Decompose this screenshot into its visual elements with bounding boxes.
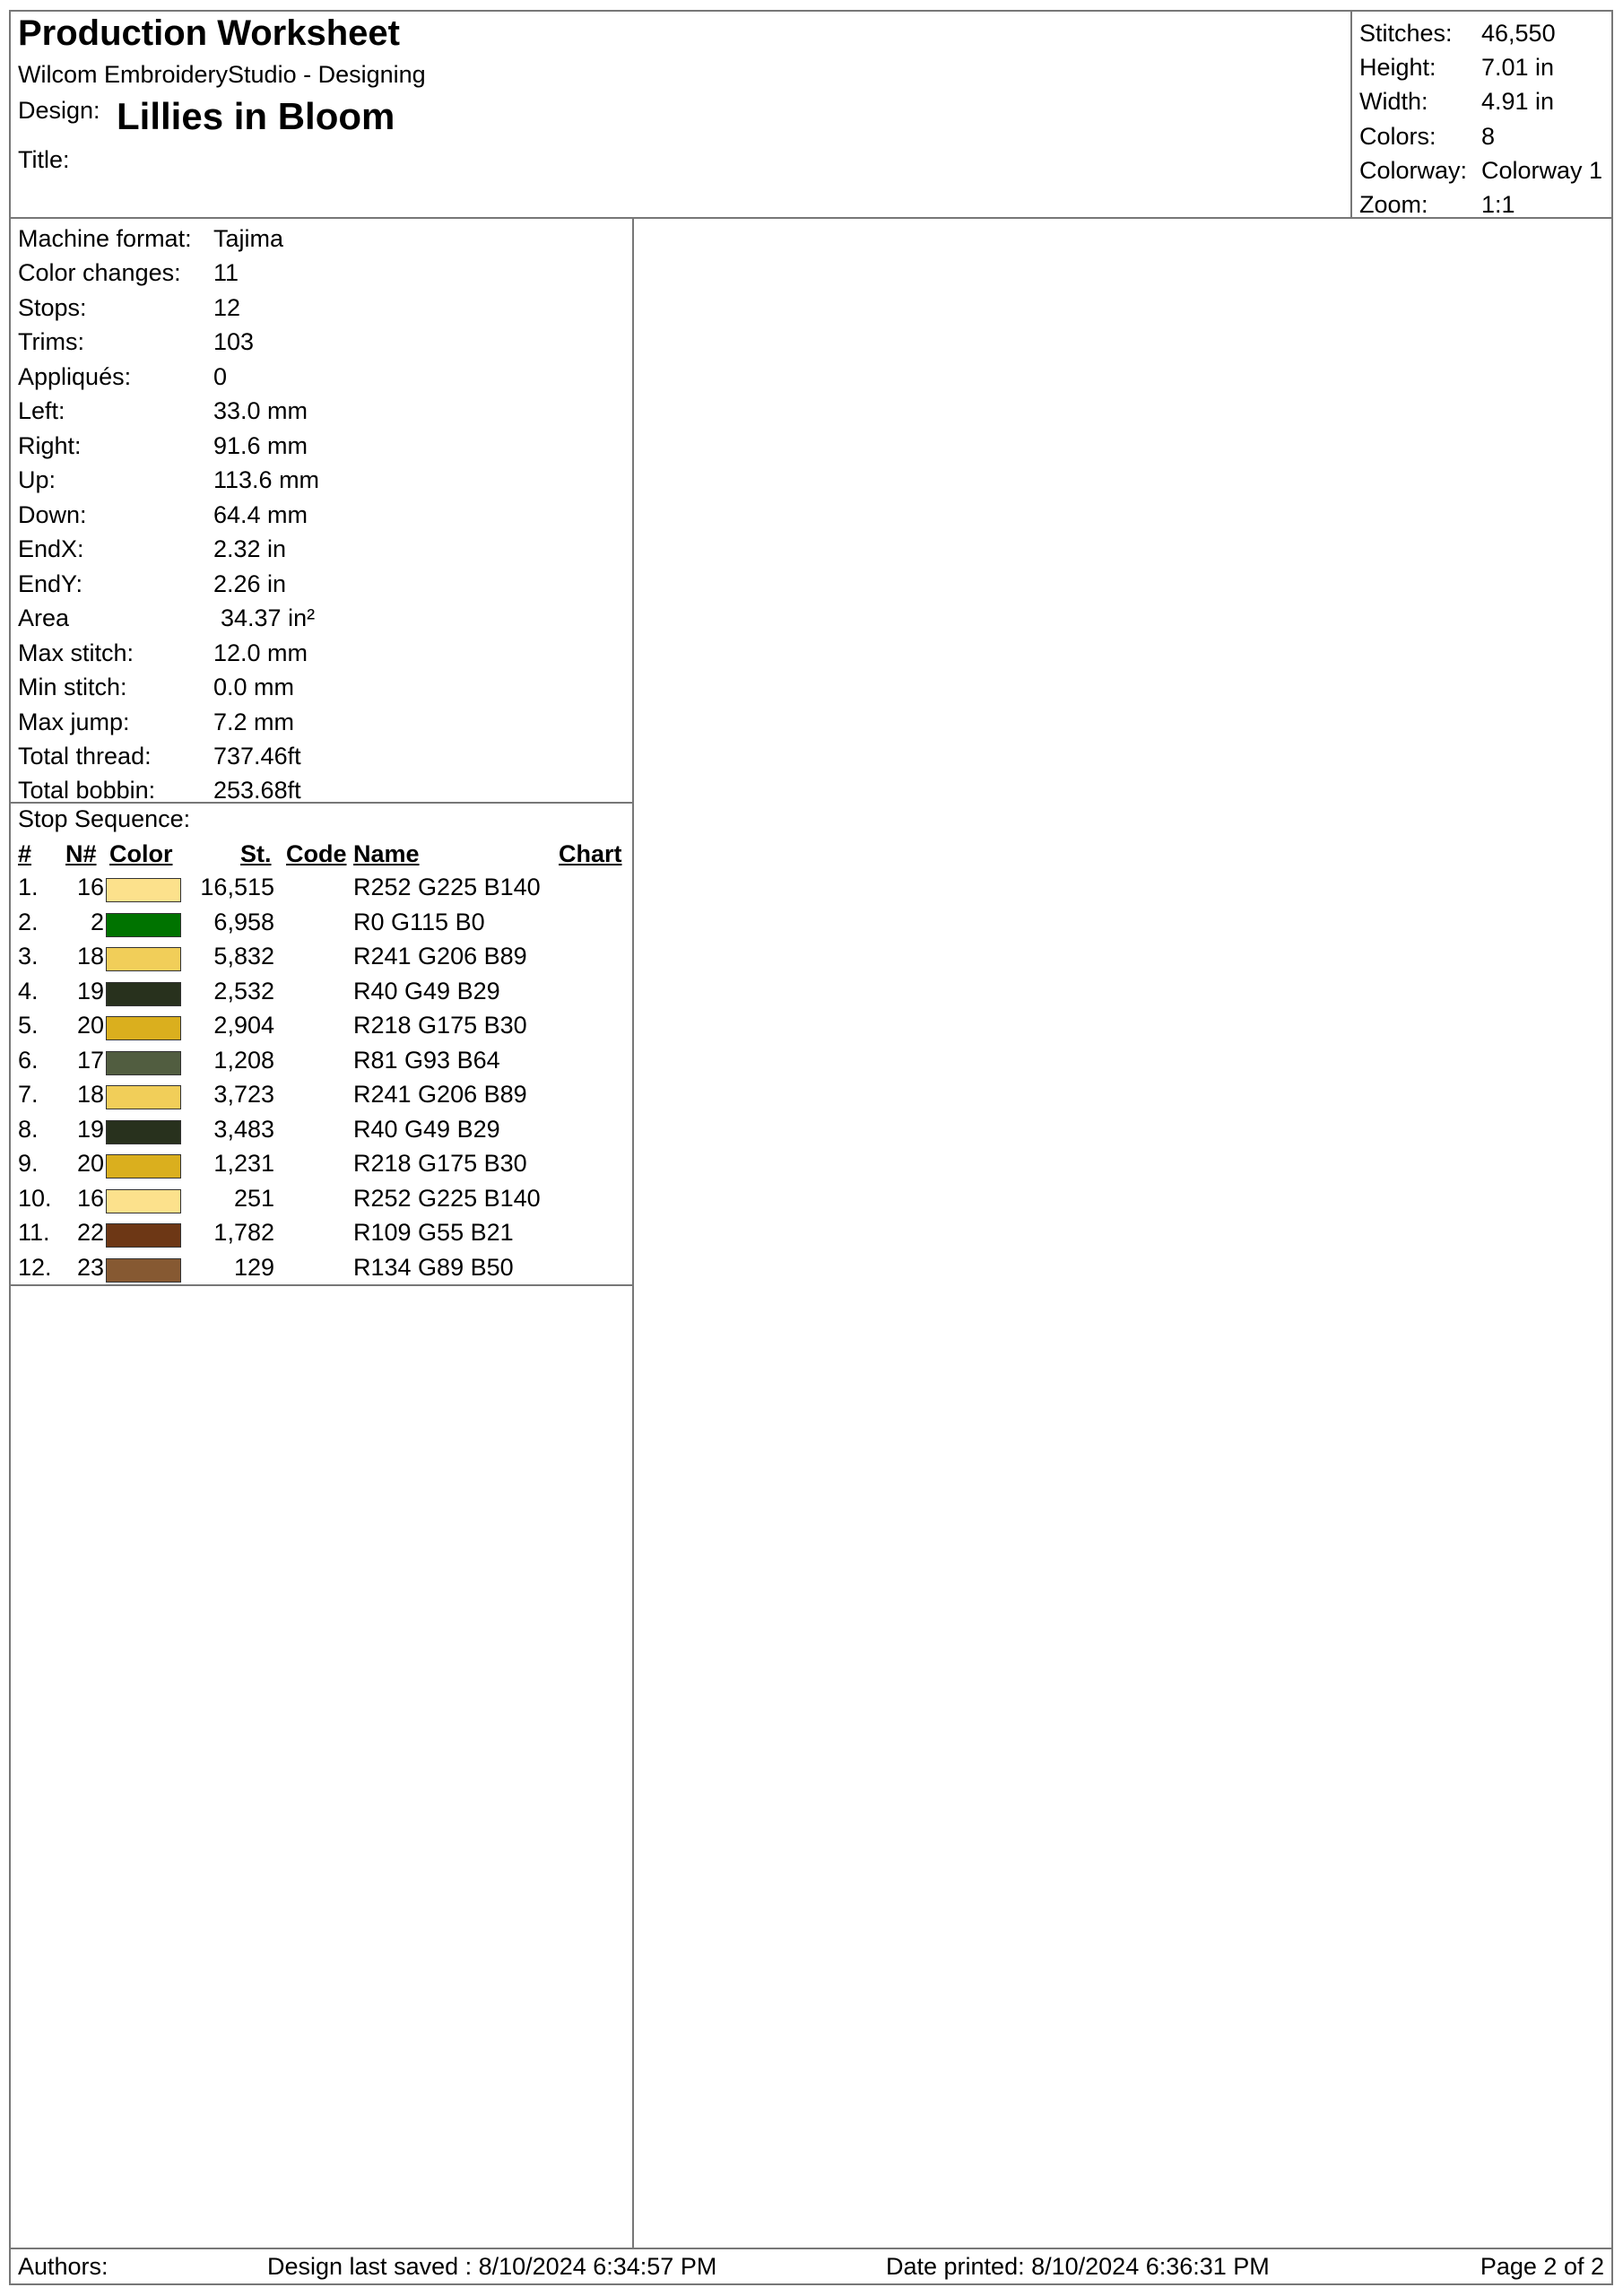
worksheet-body	[11, 217, 1611, 2248]
last-saved: Design last saved : 8/10/2024 6:34:57 PM	[267, 2253, 717, 2280]
design-name: Lillies in Bloom	[117, 95, 395, 137]
color-swatch	[106, 1223, 181, 1248]
detail-label: Trims:	[18, 328, 84, 355]
detail-value: 0	[213, 363, 228, 390]
detail-label: Total thread:	[18, 743, 152, 770]
stitch-count: 2,904	[213, 1012, 274, 1039]
table-row	[11, 1219, 629, 1253]
date-printed: Date printed: 8/10/2024 6:36:31 PM	[886, 2253, 1270, 2280]
column-header-name: Name	[353, 840, 420, 867]
detail-label: Left:	[18, 397, 65, 424]
detail-label: EndX:	[18, 535, 84, 562]
app-name: Wilcom EmbroideryStudio - Designing	[18, 61, 426, 88]
detail-row	[11, 397, 629, 431]
header-info	[11, 12, 1352, 217]
stop-index: 12.	[18, 1254, 52, 1281]
detail-row	[11, 639, 629, 674]
detail-row	[11, 432, 629, 466]
stitch-count: 2,532	[213, 978, 274, 1004]
detail-label: Min stitch:	[18, 674, 127, 700]
needle-number: 16	[76, 1185, 104, 1212]
table-row	[11, 909, 629, 943]
color-name: R218 G175 B30	[353, 1012, 527, 1039]
stitch-count: 129	[233, 1254, 274, 1281]
detail-row	[11, 604, 629, 639]
column-header-code: Code	[286, 840, 347, 867]
color-swatch	[106, 1189, 181, 1213]
stop-index: 4.	[18, 978, 39, 1004]
stop-index: 3.	[18, 943, 39, 970]
stitch-count: 3,483	[213, 1116, 274, 1143]
detail-label: Max jump:	[18, 709, 130, 735]
stop-sequence	[11, 804, 632, 1286]
needle-number: 17	[76, 1047, 104, 1074]
authors-label: Authors:	[18, 2253, 108, 2280]
column-header-needle: N#	[65, 840, 97, 867]
stitch-count: 1,208	[213, 1047, 274, 1074]
info-column	[11, 217, 634, 2248]
detail-label: Total bobbin:	[18, 777, 156, 804]
detail-value: 91.6 mm	[213, 432, 308, 459]
detail-value: 33.0 mm	[213, 397, 308, 424]
detail-value: 12.0 mm	[213, 639, 308, 666]
summary-row-colorway	[1352, 157, 1611, 191]
color-swatch	[106, 947, 181, 971]
stitch-count: 6,958	[213, 909, 274, 935]
detail-value: 737.46ft	[213, 743, 301, 770]
detail-row	[11, 709, 629, 743]
column-header-color: Color	[109, 840, 173, 867]
summary-value: 4.91 in	[1481, 88, 1555, 115]
needle-number: 22	[76, 1219, 104, 1246]
stitch-count: 16,515	[200, 874, 274, 900]
detail-label: EndY:	[18, 570, 83, 597]
column-header-chart: Chart	[559, 840, 622, 867]
title-label: Title:	[18, 146, 70, 173]
needle-number: 18	[76, 943, 104, 970]
stop-index: 2.	[18, 909, 39, 935]
table-row	[11, 1047, 629, 1081]
color-swatch	[106, 1258, 181, 1283]
color-name: R0 G115 B0	[353, 909, 485, 935]
worksheet-page	[9, 10, 1613, 2285]
color-swatch	[106, 1085, 181, 1109]
detail-value: 7.2 mm	[213, 709, 295, 735]
summary-value: 1:1	[1481, 191, 1515, 218]
summary-value: 7.01 in	[1481, 54, 1555, 81]
summary-label: Stitches:	[1359, 20, 1453, 47]
needle-number: 16	[76, 874, 104, 900]
color-name: R134 G89 B50	[353, 1254, 514, 1281]
stop-index: 7.	[18, 1081, 39, 1108]
stitch-count: 3,723	[213, 1081, 274, 1108]
detail-row	[11, 328, 629, 362]
needle-number: 20	[76, 1150, 104, 1177]
stop-index: 8.	[18, 1116, 39, 1143]
needle-number: 20	[76, 1012, 104, 1039]
detail-label: Color changes:	[18, 259, 181, 286]
column-header-stitches: St.	[240, 840, 272, 867]
detail-row	[11, 225, 629, 259]
detail-label: Machine format:	[18, 225, 192, 252]
summary-label: Colors:	[1359, 123, 1436, 150]
detail-label: Right:	[18, 432, 82, 459]
color-swatch	[106, 1051, 181, 1075]
detail-row	[11, 674, 629, 708]
detail-value: 253.68ft	[213, 777, 301, 804]
detail-row	[11, 501, 629, 535]
stop-index: 10.	[18, 1185, 52, 1212]
needle-number: 2	[90, 909, 104, 935]
detail-row	[11, 743, 629, 777]
needle-number: 23	[76, 1254, 104, 1281]
needle-number: 19	[76, 1116, 104, 1143]
detail-label: Max stitch:	[18, 639, 135, 666]
color-name: R252 G225 B140	[353, 874, 541, 900]
stop-index: 6.	[18, 1047, 39, 1074]
page-number: Page 2 of 2	[1480, 2253, 1604, 2280]
stop-index: 5.	[18, 1012, 39, 1039]
color-swatch	[106, 878, 181, 902]
stitch-count: 5,832	[213, 943, 274, 970]
stop-index: 9.	[18, 1150, 39, 1177]
color-name: R40 G49 B29	[353, 978, 500, 1004]
detail-row	[11, 363, 629, 397]
table-row	[11, 1116, 629, 1150]
detail-label: Up:	[18, 466, 56, 493]
table-row	[11, 1150, 629, 1184]
summary-row-stitches	[1352, 20, 1611, 54]
table-row	[11, 1254, 629, 1288]
detail-row	[11, 570, 629, 604]
detail-row	[11, 466, 629, 500]
color-name: R81 G93 B64	[353, 1047, 500, 1074]
color-name: R241 G206 B89	[353, 1081, 527, 1108]
color-swatch	[106, 913, 181, 937]
color-name: R252 G225 B140	[353, 1185, 541, 1212]
detail-row	[11, 259, 629, 293]
color-swatch	[106, 1154, 181, 1178]
detail-label: Area	[18, 604, 70, 631]
color-name: R109 G55 B21	[353, 1219, 514, 1246]
worksheet-header	[11, 12, 1611, 219]
detail-row	[11, 535, 629, 570]
machine-details	[11, 217, 632, 804]
design-label: Design:	[18, 97, 100, 124]
color-name: R40 G49 B29	[353, 1116, 500, 1143]
summary-label: Height:	[1359, 54, 1436, 81]
detail-value: 64.4 mm	[213, 501, 308, 528]
stop-index: 1.	[18, 874, 39, 900]
detail-value: 2.26 in	[213, 570, 287, 597]
design-summary	[1352, 12, 1611, 217]
page-title: Production Worksheet	[18, 13, 400, 53]
table-row	[11, 1081, 629, 1115]
detail-label: Stops:	[18, 294, 87, 321]
stop-sequence-title: Stop Sequence:	[18, 805, 191, 832]
summary-value: Colorway 1	[1481, 157, 1603, 184]
detail-value: Tajima	[213, 225, 284, 252]
table-row	[11, 874, 629, 908]
summary-label: Width:	[1359, 88, 1428, 115]
summary-value: 8	[1481, 123, 1496, 150]
summary-row-colors	[1352, 123, 1611, 157]
detail-value: 11	[213, 259, 239, 286]
detail-row	[11, 294, 629, 328]
stitch-count: 1,231	[213, 1150, 274, 1177]
detail-value: 12	[213, 294, 241, 321]
summary-label: Colorway:	[1359, 157, 1468, 184]
needle-number: 19	[76, 978, 104, 1004]
summary-row-height	[1352, 54, 1611, 88]
summary-row-width	[1352, 88, 1611, 122]
color-swatch	[106, 982, 181, 1006]
stitch-count: 1,782	[213, 1219, 274, 1246]
table-row	[11, 1185, 629, 1219]
table-row	[11, 978, 629, 1012]
summary-label: Zoom:	[1359, 191, 1428, 218]
color-swatch	[106, 1120, 181, 1144]
summary-value: 46,550	[1481, 20, 1556, 47]
column-header-index: #	[18, 840, 32, 867]
color-name: R218 G175 B30	[353, 1150, 527, 1177]
table-row	[11, 943, 629, 977]
needle-number: 18	[76, 1081, 104, 1108]
stop-index: 11.	[18, 1219, 50, 1246]
color-swatch	[106, 1016, 181, 1040]
detail-label: Appliqués:	[18, 363, 132, 390]
detail-value: 34.37 in²	[221, 604, 316, 631]
detail-value: 2.32 in	[213, 535, 287, 562]
table-row	[11, 1012, 629, 1046]
color-name: R241 G206 B89	[353, 943, 527, 970]
detail-value: 113.6 mm	[213, 466, 320, 493]
detail-value: 103	[213, 328, 255, 355]
detail-label: Down:	[18, 501, 87, 528]
worksheet-footer	[11, 2248, 1611, 2285]
stitch-count: 251	[233, 1185, 274, 1212]
detail-value: 0.0 mm	[213, 674, 295, 700]
